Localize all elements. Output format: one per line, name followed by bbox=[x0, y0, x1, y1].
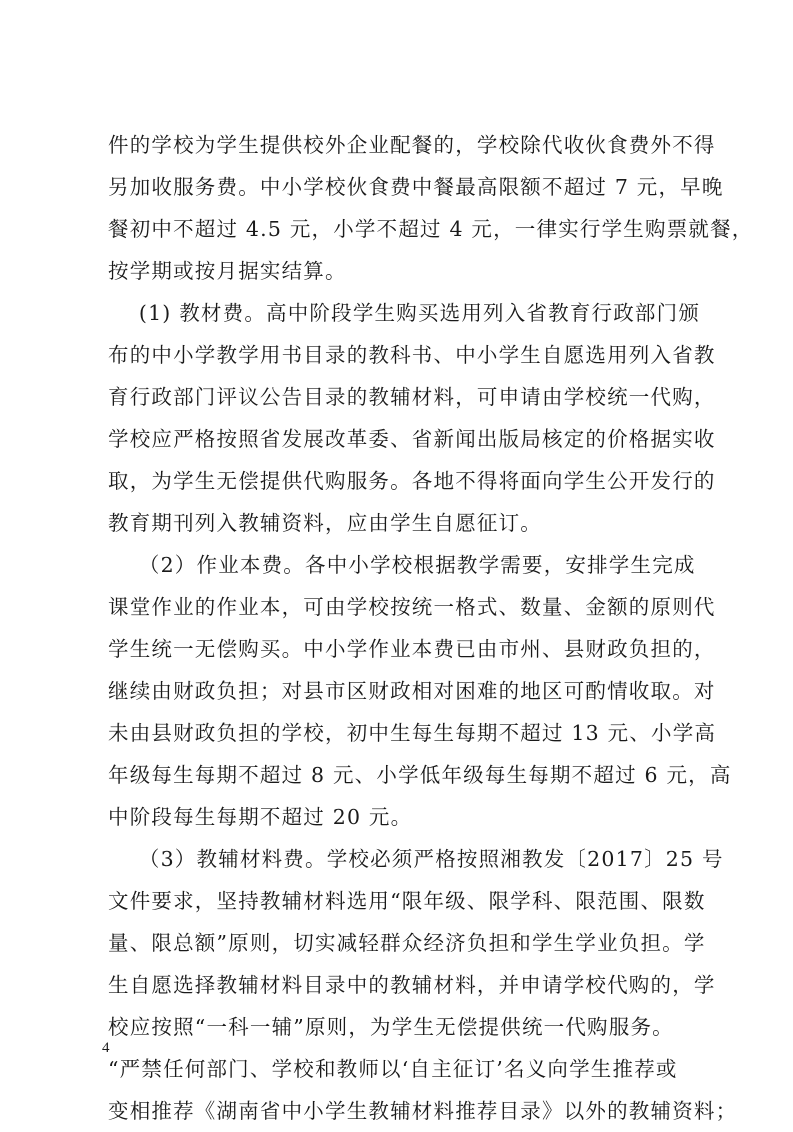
paragraph-exercise-book-fee bbox=[108, 544, 732, 838]
text-line: 继续由财政负担；对县市区财政相对困难的地区可酌情收取。对 bbox=[108, 679, 716, 703]
text-line: (1) 教材费。高中阶段学生购买选用列入省教育行政部门颁 bbox=[108, 301, 701, 325]
text-line: 变相推荐《湖南省中小学生教辅材料推荐目录》以外的教辅资料； bbox=[108, 1099, 738, 1123]
text-line: 中阶段每生每期不超过 20 元。 bbox=[108, 805, 413, 829]
paragraph-meal-fee bbox=[108, 124, 754, 292]
text-line: 另加收服务费。中小学校伙食费中餐最高限额不超过 7 元，早晚 bbox=[108, 175, 724, 199]
text-line: 取，为学生无偿提供代购服务。各地不得将面向学生公开发行的 bbox=[108, 469, 716, 493]
text-line: 生自愿选择教辅材料目录中的教辅材料，并申请学校代购的，学 bbox=[108, 973, 716, 997]
text-line: 学校应严格按照省发展改革委、省新闻出版局核定的价格据实收 bbox=[108, 427, 716, 451]
text-line: “严禁任何部门、学校和教师以‘自主征订’名义向学生推荐或 bbox=[108, 1057, 678, 1081]
text-line: （3）教辅材料费。学校必须严格按照湘教发〔2017〕25 号 bbox=[108, 847, 724, 871]
text-line: 布的中小学教学用书目录的教科书、中小学生自愿选用列入省教 bbox=[108, 343, 716, 367]
text-line: 课堂作业的作业本，可由学校按统一格式、数量、金额的原则代 bbox=[108, 595, 716, 619]
text-line: 按学期或按月据实结算。 bbox=[108, 259, 347, 283]
text-line: 校应按照“一科一辅”原则，为学生无偿提供统一代购服务。 bbox=[108, 1015, 674, 1039]
text-line: 年级每生每期不超过 8 元、小学低年级每生每期不超过 6 元，高 bbox=[108, 763, 732, 787]
text-line: 学生统一无偿购买。中小学作业本费已由市州、县财政负担的， bbox=[108, 637, 716, 661]
paragraph-supplementary-material-fee bbox=[108, 838, 738, 1132]
body-text bbox=[108, 124, 754, 1132]
paragraph-textbook-fee bbox=[108, 292, 716, 544]
text-line: 育行政部门评议公告目录的教辅材料，可申请由学校统一代购， bbox=[108, 385, 716, 409]
text-line: 文件要求，坚持教辅材料选用“限年级、限学科、限范围、限数 bbox=[108, 889, 706, 913]
text-line: 教育期刊列入教辅资料，应由学生自愿征订。 bbox=[108, 511, 542, 535]
text-line: 件的学校为学生提供校外企业配餐的，学校除代收伙食费外不得 bbox=[108, 133, 716, 157]
page-number: 4 bbox=[102, 1040, 110, 1056]
text-line: 餐初中不超过 4.5 元，小学不超过 4 元，一律实行学生购票就餐， bbox=[108, 217, 754, 241]
text-line: 未由县财政负担的学校，初中生每生每期不超过 13 元、小学高 bbox=[108, 721, 717, 745]
text-line: 量、限总额”原则，切实减轻群众经济负担和学生学业负担。学 bbox=[108, 931, 706, 955]
text-line: （2）作业本费。各中小学校根据教学需要，安排学生完成 bbox=[108, 553, 696, 577]
